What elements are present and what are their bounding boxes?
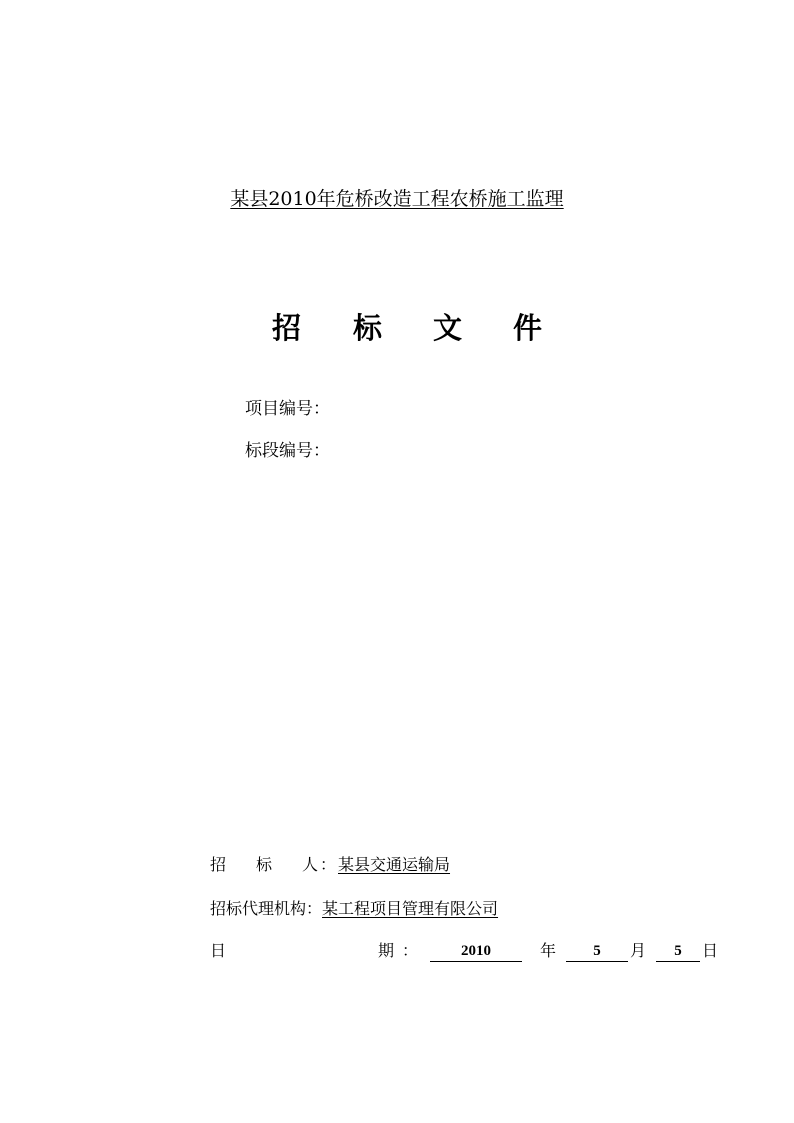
doc-title-char-4: 件	[513, 311, 543, 345]
section-number-field	[245, 439, 330, 463]
agency-value: 某工程项目管理有限公司	[322, 899, 499, 918]
date-day-value: 5	[656, 941, 700, 962]
date-month-value: 5	[566, 941, 628, 962]
tenderer-value: 某县交通运输局	[338, 855, 451, 874]
tenderer-label-char-1: 招	[210, 855, 227, 874]
date-row	[210, 939, 720, 965]
tenderer-colon: ：	[320, 855, 337, 874]
project-title	[0, 186, 794, 212]
tenderer-label-char-2: 标	[256, 855, 273, 874]
doc-title-char-3: 文	[433, 311, 463, 345]
date-year-unit: 年	[540, 941, 557, 960]
project-title-text: 某县2010年危桥改造工程农桥施工监理	[230, 188, 564, 210]
tenderer-label-char-3: 人	[302, 855, 319, 874]
document-title	[272, 308, 562, 348]
date-colon: ：	[402, 941, 419, 960]
date-year-value: 2010	[430, 941, 522, 962]
tenderer-row	[210, 853, 610, 877]
date-month-unit: 月	[630, 941, 647, 960]
project-number-field	[245, 397, 330, 421]
date-day-unit: 日	[702, 941, 719, 960]
agency-row	[210, 897, 498, 921]
doc-title-char-2: 标	[353, 311, 383, 345]
date-label-second-char: 期	[378, 941, 395, 960]
doc-title-char-1: 招	[272, 311, 302, 345]
date-label-first-char: 日	[210, 941, 227, 960]
project-number-label: 项目编号：	[245, 399, 330, 419]
section-number-label: 标段编号：	[245, 441, 330, 461]
agency-label: 招标代理机构：	[210, 899, 323, 918]
